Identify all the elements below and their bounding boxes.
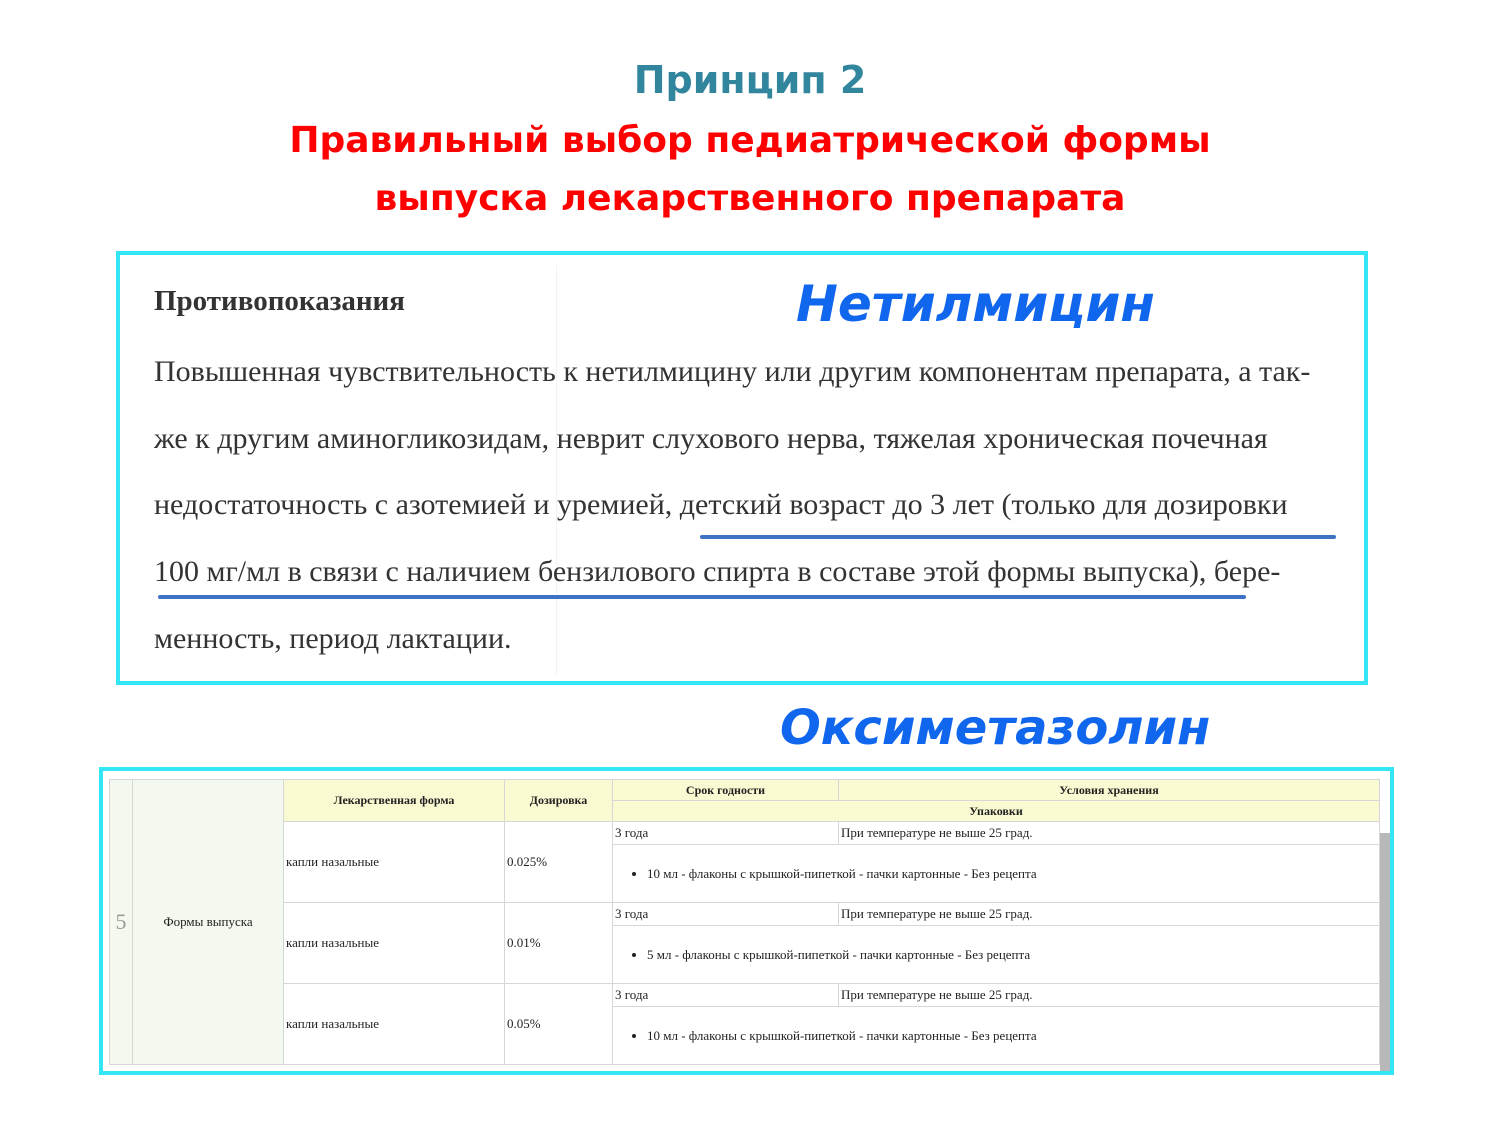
package-item: • 10 мл - флаконы с крышкой-пипеткой - пачки картонные - Без рецепта: [647, 866, 1377, 882]
page-fold-shadow: [556, 265, 557, 675]
slide-title-line1: Правильный выбор педиатрической формы: [289, 120, 1211, 161]
header-package: Упаковки: [613, 801, 1380, 822]
contraindication-line: Повышенная чувствительность к нетилмицину или другим компонентам препарата, а так-: [154, 355, 1311, 388]
netilmicin-excerpt-frame: [116, 251, 1368, 685]
storage-cell: При температуре не выше 25 град.: [839, 822, 1380, 845]
package-item: • 10 мл - флаконы с крышкой-пипеткой - пачки картонные - Без рецепта: [647, 1028, 1377, 1044]
shelf-life-cell: 3 года: [613, 984, 839, 1007]
contraindication-line: же к другим аминогликозидам, неврит слухового нерва, тяжелая хроническая почечная: [154, 422, 1268, 455]
header-shelf-life: Срок годности: [613, 780, 839, 801]
package-item: • 5 мл - флаконы с крышкой-пипеткой - пачки картонные - Без рецепта: [647, 947, 1377, 963]
dose-cell: 0.025%: [505, 822, 613, 903]
slide-title-line2: выпуска лекарственного препарата: [374, 178, 1126, 219]
shelf-life-cell: 3 года: [613, 822, 839, 845]
storage-cell: При температуре не выше 25 град.: [839, 903, 1380, 926]
principle-title: Принцип 2: [633, 58, 867, 102]
header-form: Лекарственная форма: [284, 780, 505, 822]
table-row: [110, 984, 1380, 1007]
form-cell: капли назальные: [284, 903, 505, 984]
header-storage: Условия хранения: [839, 780, 1380, 801]
netilmicin-drug-name: Нетилмицин: [796, 275, 1155, 333]
highlight-underline: [700, 535, 1336, 539]
package-cell: [613, 1007, 1380, 1065]
header-dose: Дозировка: [505, 780, 613, 822]
form-cell: капли назальные: [284, 984, 505, 1065]
storage-cell: При температуре не выше 25 град.: [839, 984, 1380, 1007]
contraindication-line: менность, период лактации.: [154, 622, 512, 655]
vertical-scrollbar[interactable]: [1380, 833, 1390, 1071]
form-cell: капли назальные: [284, 822, 505, 903]
dose-cell: 0.01%: [505, 903, 613, 984]
row-label: Формы выпуска: [133, 780, 284, 1065]
package-cell: [613, 926, 1380, 984]
highlight-underline: [158, 595, 1246, 599]
contraindication-line: недостаточность с азотемией и уремией, детский возраст до 3 лет (только для дозировки: [154, 488, 1288, 521]
shelf-life-cell: 3 года: [613, 903, 839, 926]
package-cell: [613, 845, 1380, 903]
oxymetazoline-drug-name: Оксиметазолин: [780, 700, 1211, 756]
dose-cell: 0.05%: [505, 984, 613, 1065]
row-number: 5: [110, 780, 133, 1065]
table-row: [110, 903, 1380, 926]
oxymetazoline-forms-frame: [99, 767, 1394, 1075]
contraindications-heading: Противопоказания: [154, 285, 405, 317]
table-row: [110, 822, 1380, 845]
contraindication-line: 100 мг/мл в связи с наличием бензилового спирта в составе этой формы выпуска), бере-: [154, 555, 1281, 588]
release-forms-table: [109, 779, 1380, 1065]
